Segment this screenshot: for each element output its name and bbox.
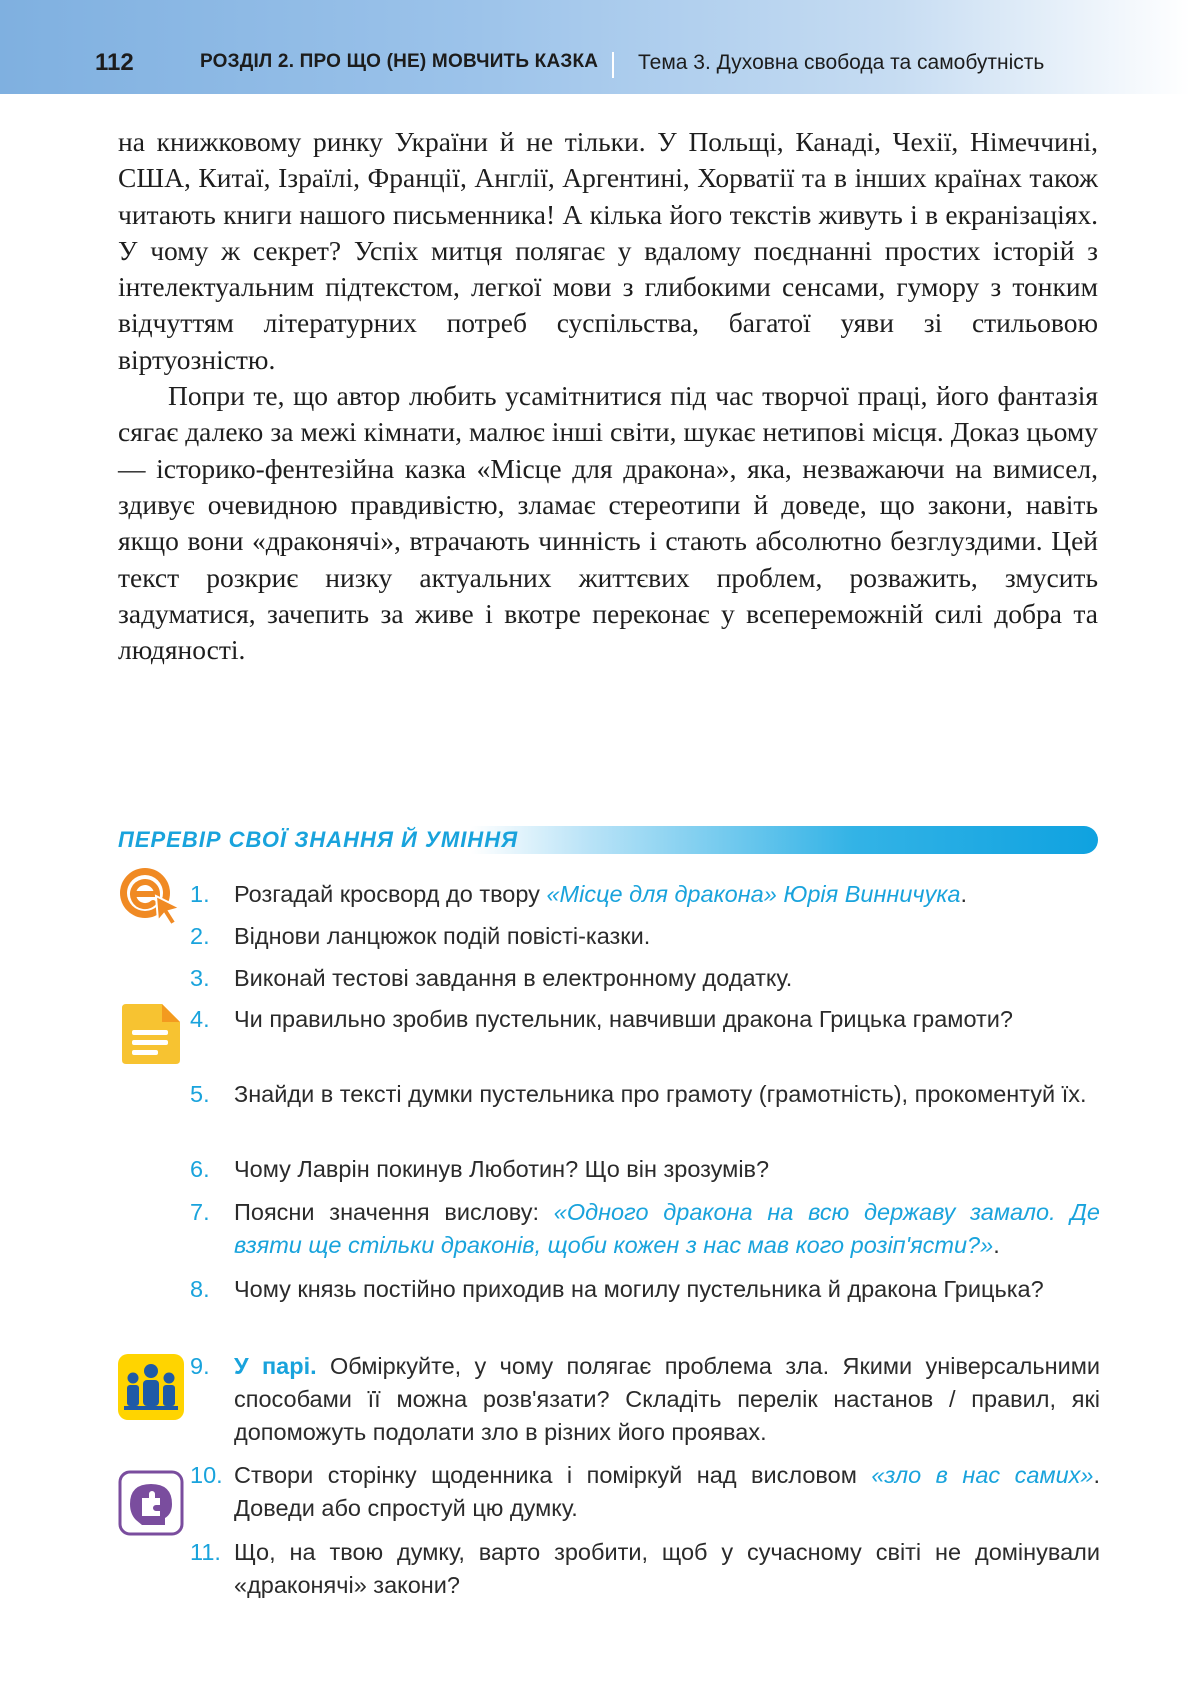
task-number: 9.: [190, 1353, 210, 1379]
task-text-end: .: [993, 1232, 1000, 1258]
task-2: [190, 920, 1100, 953]
task-text: Віднови ланцюжок подій повісті-казки.: [234, 923, 651, 949]
section-title: РОЗДІЛ 2. ПРО ЩО (НЕ) МОВЧИТЬ КАЗКА: [200, 51, 599, 72]
e-resource-icon[interactable]: [118, 866, 184, 931]
task-4: [190, 1003, 1100, 1036]
task-highlight: «зло в нас самих»: [871, 1462, 1094, 1488]
task-1: [190, 878, 1100, 911]
paragraph-2: Попри те, що автор любить усамітнитися під час творчої праці, його фантазія сягає далеко за межі кімнати, малює інші світи, шукає нетипові місця. Доказ цьому — історико-фентезійна казка «Місце для дракона», яка, незважаючи на вимисел, здивує очевидною правдивістю, зламає стереотипи й доведе, що закони, навіть якщо вони «драконячі», втрачають чинність і стають абсолютно безглуздими. Цей текст розкриє низку актуальних життєвих проблем, розважить, змусить задуматися, зачепить за живе і вкотре переконає у всепереможній силі добра та людяності.: [118, 380, 1098, 666]
task-5: [190, 1078, 1100, 1111]
puzzle-head-icon: [118, 1470, 184, 1541]
task-6: [190, 1153, 1100, 1186]
task-3: [190, 962, 1100, 995]
task-highlight: «Одного дракона на всю державу замало. Де взяти ще стільки драконів, щоби кожен з нас мав кого розіп'ясти?»: [234, 1199, 1100, 1258]
body-text: [118, 124, 1098, 668]
section-heading: ПЕРЕВІР СВОЇ ЗНАННЯ Й УМІННЯ: [118, 827, 519, 852]
task-number: 1.: [190, 881, 210, 907]
task-9: [190, 1350, 1100, 1449]
page-number: 112: [95, 49, 134, 76]
task-text: Поясни значення вислову:: [234, 1199, 554, 1225]
page-header: [0, 0, 1190, 94]
task-text: Знайди в тексті думки пустельника про грамоту (грамотність), прокоментуй їх.: [234, 1081, 1087, 1107]
task-number: 10.: [190, 1462, 223, 1488]
task-lead: У парі.: [234, 1353, 317, 1379]
topic-title: Тема 3. Духовна свобода та самобутність: [638, 51, 1045, 74]
task-text-end: .: [960, 881, 968, 907]
task-text: Обміркуйте, у чому полягає проблема зла. Якими універсальними способами її можна розв'язати? Складіть перелік настанов / правил, які допоможуть подолати зло в різних його проявах.: [234, 1353, 1100, 1445]
task-highlight: «Місце для дракона» Юрія Винничука: [546, 881, 961, 907]
task-text-end: . Доведи або спростуй цю думку.: [234, 1462, 1100, 1521]
task-text: Чому Лаврін покинув Люботин? Що він зрозумів?: [234, 1156, 770, 1182]
task-number: 11.: [190, 1539, 221, 1565]
task-text: Що, на твою думку, варто зробити, щоб у сучасному світі не домінували «драконячі» закони?: [234, 1539, 1100, 1598]
task-text: Чому князь постійно приходив на могилу пустельника й дракона Грицька?: [234, 1276, 1044, 1302]
task-number: 6.: [190, 1156, 210, 1182]
paragraph-1: на книжковому ринку України й не тільки. У Польщі, Канаді, Чехії, Німеччині, США, Китаї, Ізраїлі, Франції, Англії, Аргентині, Хорватії та в інших країнах також читають книги нашого письменника! А кілька його текстів живуть і в екранізаціях. У чому ж секрет? Успіх митця полягає у вдалому поєднанні простих історій з інтелектуальним підтекстом, легкої мови з глибокими сенсами, гумору з тонким відчуттям літературних потреб суспільства, багатої уяви зі стильовою віртуозністю.: [118, 126, 1098, 375]
task-text: Розгадай кросворд до твору: [234, 881, 547, 907]
task-number: 7.: [190, 1199, 210, 1225]
pair-work-icon: [118, 1354, 184, 1425]
task-number: 2.: [190, 923, 210, 949]
task-number: 3.: [190, 965, 210, 991]
task-8: [190, 1273, 1100, 1306]
task-number: 8.: [190, 1276, 210, 1302]
header-divider: [612, 52, 614, 78]
task-number: 4.: [190, 1006, 210, 1032]
task-10: [190, 1459, 1100, 1525]
task-text: Виконай тестові завдання в електронному додатку.: [234, 965, 793, 991]
task-11: [190, 1536, 1100, 1602]
task-text: Створи сторінку щоденника і поміркуй над висловом: [234, 1462, 872, 1488]
task-number: 5.: [190, 1081, 210, 1107]
task-text: Чи правильно зробив пустельник, навчивши дракона Грицька грамоти?: [234, 1006, 1013, 1032]
notes-icon: [118, 1002, 184, 1073]
task-7: [190, 1196, 1100, 1262]
